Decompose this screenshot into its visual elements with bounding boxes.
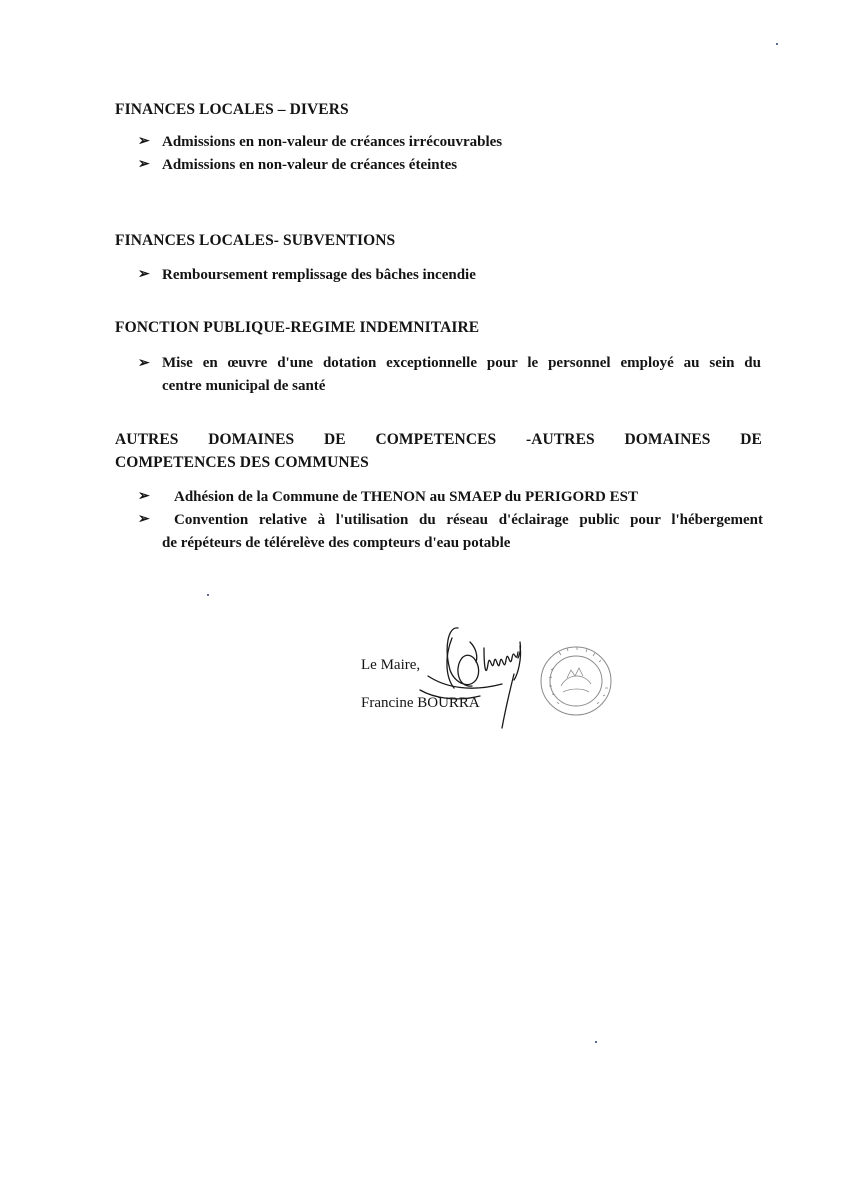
list-item-continuation: centre municipal de santé — [162, 378, 326, 394]
bullet-arrow-icon: ➢ — [138, 267, 150, 282]
municipal-stamp-icon — [537, 642, 617, 720]
section-heading-finances-subventions: FINANCES LOCALES- SUBVENTIONS — [115, 232, 396, 249]
list-item: Admissions en non-valeur de créances éteintes — [162, 157, 458, 173]
scan-speck — [776, 43, 778, 45]
signature-name: Francine BOURRA — [361, 695, 480, 711]
list-item: Adhésion de la Commune de THENON au SMAEP du PERIGORD EST — [174, 489, 638, 505]
signature-title: Le Maire, — [361, 657, 421, 673]
bullet-arrow-icon: ➢ — [138, 512, 150, 527]
section-heading-autres-domaines: AUTRES DOMAINES DE COMPETENCES -AUTRES DOMAINES DE — [115, 431, 762, 448]
list-item: Mise en œuvre d'une dotation exceptionnelle pour le personnel employé au sein du — [162, 355, 761, 371]
bullet-arrow-icon: ➢ — [138, 134, 150, 149]
list-item: Remboursement remplissage des bâches incendie — [162, 267, 476, 283]
list-item: Convention relative à l'utilisation du réseau d'éclairage public pour l'hébergement — [174, 512, 763, 528]
list-item-continuation: de répéteurs de télérelève des compteurs d'eau potable — [162, 535, 511, 551]
bullet-arrow-icon: ➢ — [138, 356, 150, 371]
section-heading-finances-divers: FINANCES LOCALES – DIVERS — [115, 101, 349, 118]
handwritten-signature-icon — [410, 618, 535, 733]
scan-speck — [207, 594, 209, 596]
bullet-arrow-icon: ➢ — [138, 157, 150, 172]
list-item: Admissions en non-valeur de créances irrécouvrables — [162, 134, 503, 150]
section-heading-fonction-publique: FONCTION PUBLIQUE-REGIME INDEMNITAIRE — [115, 319, 480, 336]
section-heading-autres-domaines-line2: COMPETENCES DES COMMUNES — [115, 454, 369, 471]
bullet-arrow-icon: ➢ — [138, 489, 150, 504]
scan-speck — [595, 1041, 597, 1043]
